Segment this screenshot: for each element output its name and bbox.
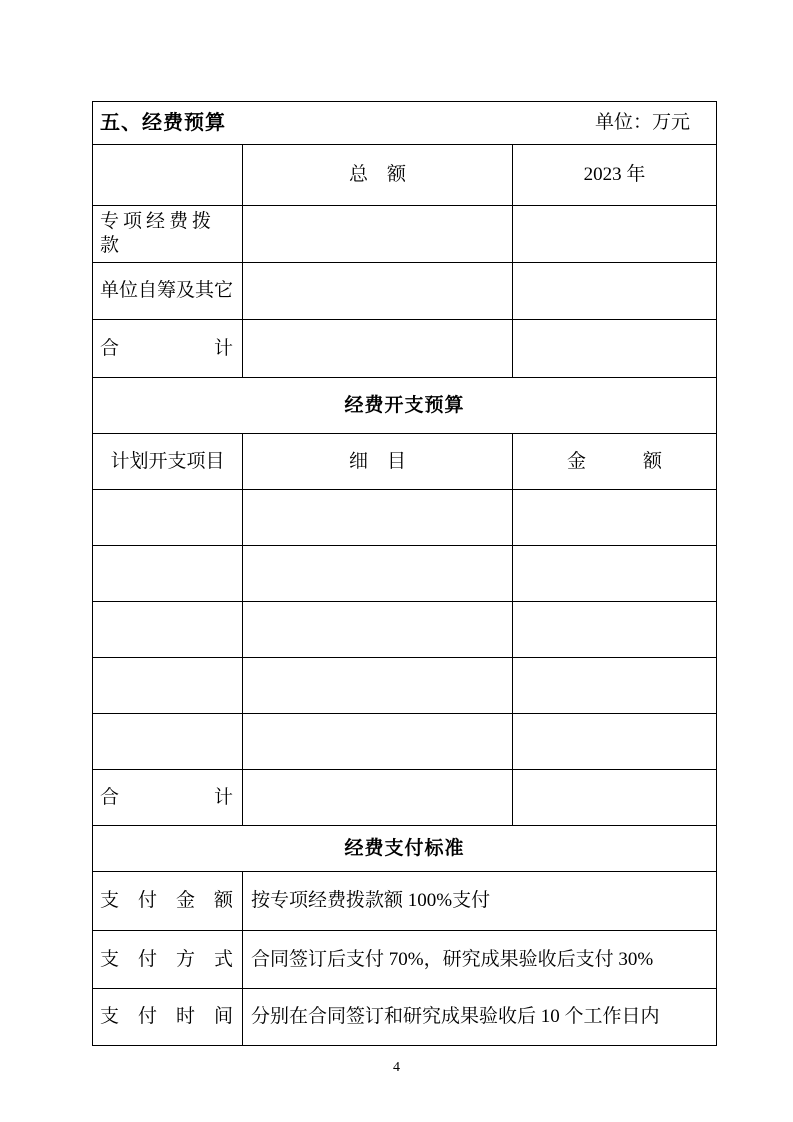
expense-amount-cell[interactable] bbox=[513, 546, 717, 602]
expense-item-cell[interactable] bbox=[93, 490, 243, 546]
expense-section-title: 经费开支预算 bbox=[93, 378, 717, 434]
payment-time-value: 分别在合同签订和研究成果验收后 10 个工作日内 bbox=[243, 989, 717, 1046]
expense-amount-cell[interactable] bbox=[513, 714, 717, 770]
summary-row-self-raised bbox=[93, 263, 717, 320]
expense-empty-row bbox=[93, 658, 717, 714]
expense-detail-cell[interactable] bbox=[243, 658, 513, 714]
expense-detail-cell[interactable] bbox=[243, 490, 513, 546]
expense-col-amount: 金 额 bbox=[513, 434, 717, 490]
subtotal-total-cell[interactable] bbox=[243, 320, 513, 378]
expense-amount-cell[interactable] bbox=[513, 490, 717, 546]
col-header-year: 2023 年 bbox=[513, 145, 717, 206]
self-raised-total-cell[interactable] bbox=[243, 263, 513, 320]
payment-section-title-row bbox=[93, 826, 717, 872]
payment-section-title: 经费支付标准 bbox=[93, 826, 717, 872]
expense-total-row bbox=[93, 770, 717, 826]
special-fund-year-cell[interactable] bbox=[513, 206, 717, 263]
expense-empty-row bbox=[93, 714, 717, 770]
payment-method-label: 支 付 方 式 bbox=[93, 931, 243, 989]
payment-amount-label: 支 付 金 额 bbox=[93, 872, 243, 931]
expense-col-detail: 细 目 bbox=[243, 434, 513, 490]
expense-amount-cell[interactable] bbox=[513, 658, 717, 714]
expense-total-label: 合 计 bbox=[93, 770, 243, 826]
expense-item-cell[interactable] bbox=[93, 602, 243, 658]
payment-row-method bbox=[93, 931, 717, 989]
summary-row-special-fund bbox=[93, 206, 717, 263]
expense-detail-cell[interactable] bbox=[243, 546, 513, 602]
expense-header-row bbox=[93, 434, 717, 490]
payment-row-amount bbox=[93, 872, 717, 931]
unit-label: 单位：万元 bbox=[595, 112, 691, 134]
expense-empty-row bbox=[93, 602, 717, 658]
expense-item-cell[interactable] bbox=[93, 546, 243, 602]
summary-header-row bbox=[93, 145, 717, 206]
expense-empty-row bbox=[93, 546, 717, 602]
expense-amount-cell[interactable] bbox=[513, 602, 717, 658]
table-title-row bbox=[93, 102, 717, 145]
row-label-self-raised: 单位自筹及其它 bbox=[93, 263, 243, 320]
expense-empty-row bbox=[93, 490, 717, 546]
row-label-subtotal: 合 计 bbox=[93, 320, 243, 378]
payment-method-value: 合同签订后支付 70%，研究成果验收后支付 30% bbox=[243, 931, 717, 989]
expense-total-detail-cell[interactable] bbox=[243, 770, 513, 826]
summary-header-stub-cell bbox=[93, 145, 243, 206]
expense-total-amount-cell[interactable] bbox=[513, 770, 717, 826]
budget-table bbox=[92, 101, 717, 1046]
payment-row-time bbox=[93, 989, 717, 1046]
page-number: 4 bbox=[393, 1060, 400, 1075]
payment-time-label: 支 付 时 间 bbox=[93, 989, 243, 1046]
payment-amount-value: 按专项经费拨款额 100%支付 bbox=[243, 872, 717, 931]
special-fund-total-cell[interactable] bbox=[243, 206, 513, 263]
row-label-special-fund: 专项经费拨款 bbox=[93, 206, 243, 263]
expense-col-item: 计划开支项目 bbox=[93, 434, 243, 490]
self-raised-year-cell[interactable] bbox=[513, 263, 717, 320]
subtotal-year-cell[interactable] bbox=[513, 320, 717, 378]
expense-item-cell[interactable] bbox=[93, 714, 243, 770]
col-header-total: 总 额 bbox=[243, 145, 513, 206]
expense-detail-cell[interactable] bbox=[243, 714, 513, 770]
expense-section-title-row bbox=[93, 378, 717, 434]
summary-row-subtotal bbox=[93, 320, 717, 378]
expense-detail-cell[interactable] bbox=[243, 602, 513, 658]
expense-item-cell[interactable] bbox=[93, 658, 243, 714]
section-title: 五、经费预算 bbox=[100, 111, 226, 134]
